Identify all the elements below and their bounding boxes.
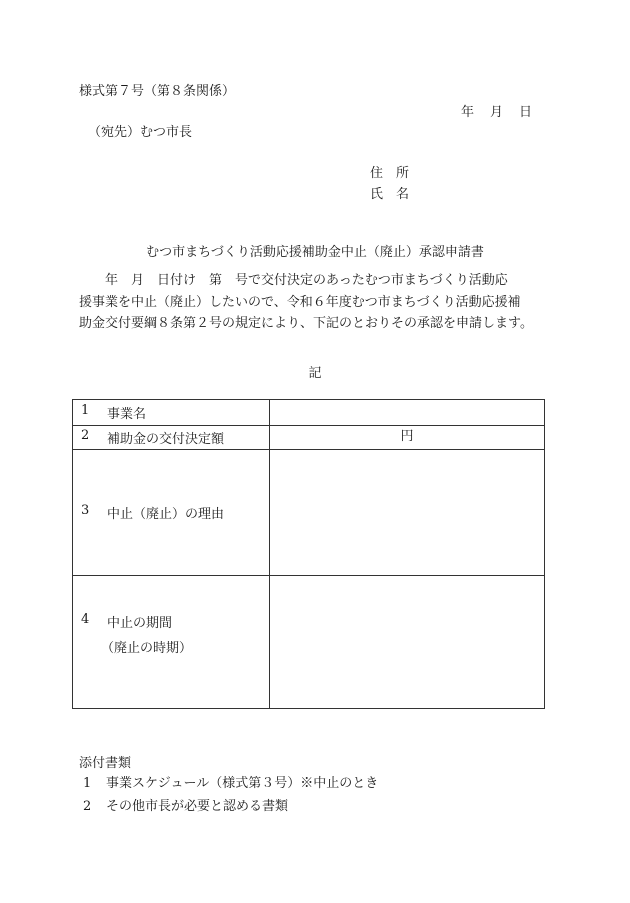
body-line-1: 年 月 日付け 第 号で交付決定のあったむつ市まちづくり活動応 [105, 273, 508, 288]
date-day: 日 [519, 105, 533, 120]
application-table [72, 399, 545, 709]
row-label-text: 補助金の交付決定額 [107, 432, 225, 447]
row-number: 3 [81, 503, 90, 518]
table-row [73, 400, 545, 426]
row-label [73, 450, 270, 576]
document-title: むつ市まちづくり活動応援補助金中止（廃止）承認申請書 [146, 245, 484, 260]
row-label [73, 426, 270, 450]
table-row [73, 450, 545, 576]
date-year: 年 [461, 105, 475, 120]
body-line-2: 援事業を中止（廃止）したいので、令和６年度むつ市まちづくり活動応援補 [79, 294, 521, 310]
project-name-field[interactable] [270, 400, 545, 426]
attachment-item [79, 772, 378, 791]
row-sublabel: （廃止の時期） [101, 641, 193, 656]
reason-field[interactable] [270, 450, 545, 576]
row-label [73, 576, 270, 709]
date-line [461, 101, 532, 120]
attachment-text: 事業スケジュール（様式第３号）※中止のとき [106, 776, 379, 791]
row-label-text: 中止の期間 [107, 616, 173, 631]
body-text [79, 270, 559, 335]
yen-unit: 円 [400, 429, 414, 444]
suspension-period-field[interactable] [270, 576, 545, 709]
grant-amount-field[interactable] [270, 426, 545, 450]
row-label [73, 400, 270, 426]
body-line-3: 助金交付要綱８条第２号の規定により、下記のとおりその承認を申請します。 [79, 316, 533, 331]
table-row [73, 576, 545, 709]
row-label-text: 中止（廃止）の理由 [107, 507, 225, 522]
attachment-item [79, 795, 288, 814]
attachments-title: 添付書類 [79, 756, 132, 771]
row-number: 2 [81, 428, 90, 443]
applicant-name-label: 氏 名 [370, 187, 410, 202]
row-number: 1 [81, 403, 90, 418]
row-number: 4 [81, 612, 90, 627]
ki-heading: 記 [308, 366, 322, 381]
attachment-number: 1 [83, 776, 92, 791]
applicant-address-label: 住 所 [370, 166, 410, 181]
form-number: 様式第７号（第８条関係） [79, 84, 236, 99]
addressee: （宛先）むつ市長 [88, 125, 193, 140]
attachment-text: その他市長が必要と認める書類 [106, 799, 289, 814]
row-label-text: 事業名 [107, 407, 147, 422]
date-month: 月 [490, 105, 504, 120]
attachment-number: 2 [83, 799, 92, 814]
table-row [73, 426, 545, 450]
